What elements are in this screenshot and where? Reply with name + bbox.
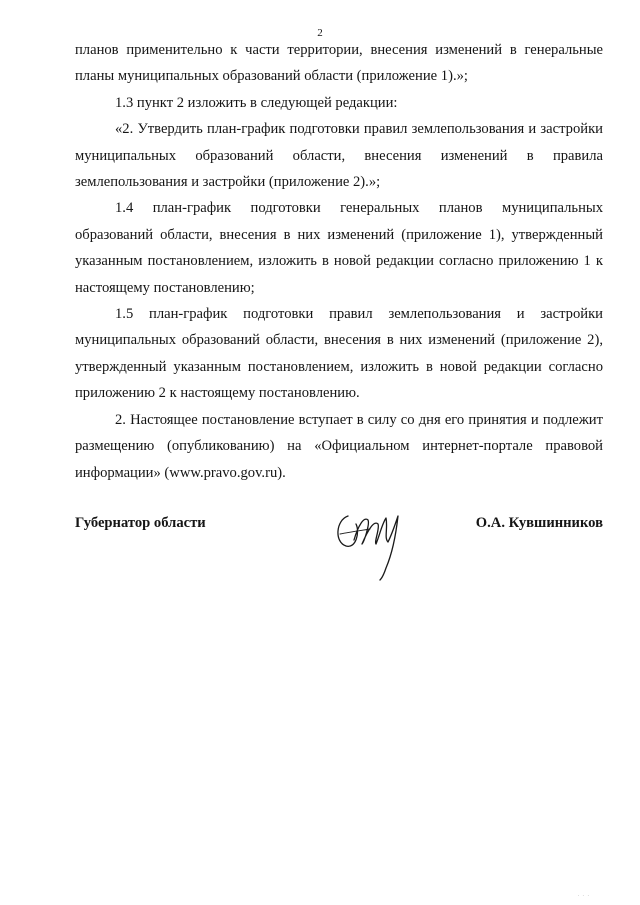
paragraph: 1.3 пункт 2 изложить в следующей редакции: — [115, 94, 398, 111]
signatory-name: О.А. Кувшинников — [475, 515, 603, 531]
signature-block — [75, 510, 603, 580]
document-body — [75, 37, 603, 486]
page-number: 2 — [317, 27, 323, 39]
paragraph: 1.5 план-график подготовки правил землепользования и застройки муниципальных образований области, внесения в них изменений (приложение 2), утвержденный указанным постановлением, изложить в новой редакции согласно приложению 2 к настоящему постановлению. — [75, 306, 603, 402]
handwritten-signature — [330, 494, 410, 584]
paragraph: 1.4 план-график подготовки генеральных планов муниципальных образований области, внесения в них изменений (приложение 1), утвержденный указанным постановлением, изложить в новой редакции согласно приложению 1 к настоящему постановлению; — [75, 200, 603, 296]
scan-mark: · · · — [577, 894, 590, 899]
signatory-position: Губернатор области — [75, 515, 206, 531]
paragraph: «2. Утвердить план-график подготовки правил землепользования и застройки муниципальных образований области, внесения изменений в правила землепользования и застройки (приложение 2).»; — [75, 121, 603, 191]
paragraph: 2. Настоящее постановление вступает в силу со дня его принятия и подлежит размещению (опубликованию) на «Официальном интернет-портале правовой информации» (www.pravo.gov.ru). — [75, 411, 603, 481]
paragraph: планов применительно к части территории, внесения изменений в генеральные планы муниципальных образований области (приложение 1).»; — [75, 42, 603, 85]
